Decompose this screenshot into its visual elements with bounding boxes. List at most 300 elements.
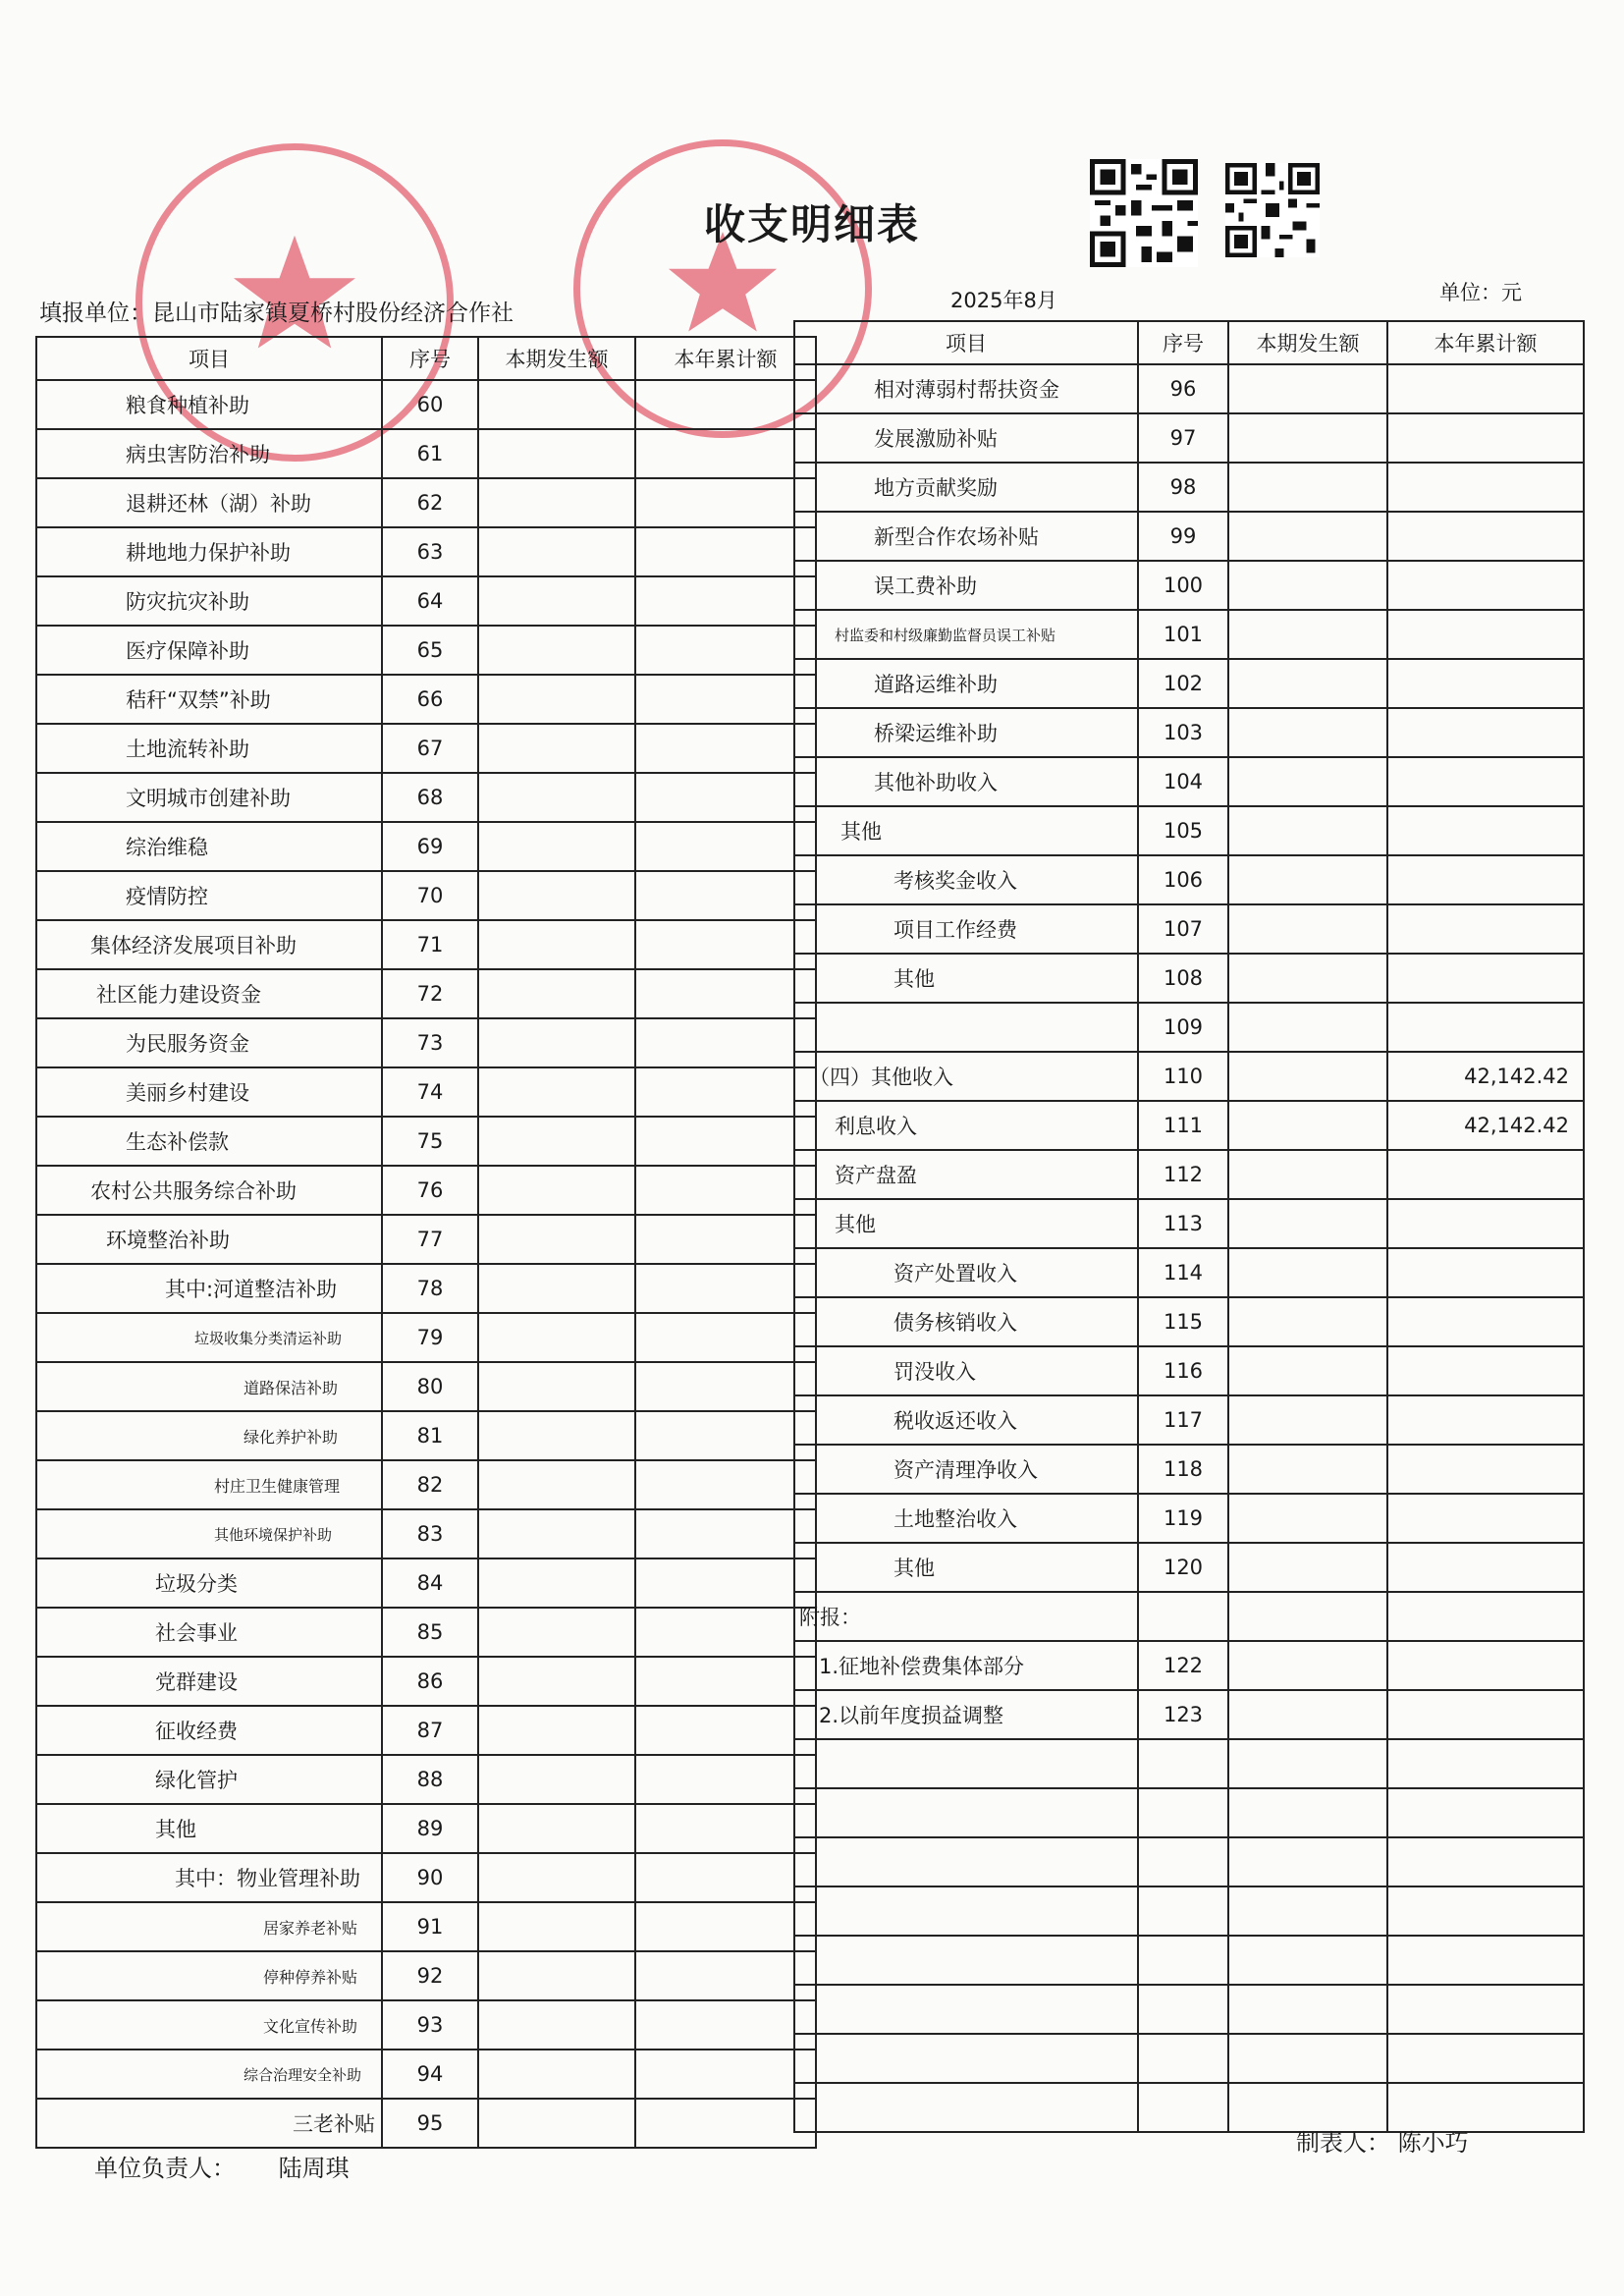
- right-table-row: [794, 1788, 1584, 1837]
- row-label: 垃圾收集分类清运补助: [36, 1313, 382, 1362]
- left-table-row: [36, 380, 816, 429]
- row-number: 106: [1138, 855, 1228, 904]
- right-table-row: [794, 2034, 1584, 2083]
- row-ytd-amount: [1387, 463, 1584, 512]
- row-label: 附报：: [794, 1592, 1138, 1641]
- left-table-row: [36, 1853, 816, 1902]
- row-label: [794, 1003, 1138, 1052]
- row-current-amount: [1228, 806, 1387, 855]
- row-number: 118: [1138, 1445, 1228, 1494]
- row-number: 119: [1138, 1494, 1228, 1543]
- row-current-amount: [1228, 1886, 1387, 1936]
- left-table-row: [36, 1018, 816, 1067]
- row-number: 107: [1138, 904, 1228, 954]
- left-table-row: [36, 1706, 816, 1755]
- row-label: 其他: [794, 806, 1138, 855]
- row-current-amount: [1228, 855, 1387, 904]
- row-label: 疫情防控: [36, 871, 382, 920]
- row-label: 社区能力建设资金: [36, 969, 382, 1018]
- header-current: 本期发生额: [1228, 321, 1387, 364]
- row-number: 113: [1138, 1199, 1228, 1248]
- row-label: 道路保洁补助: [36, 1362, 382, 1411]
- row-number: 71: [382, 920, 478, 969]
- right-table-row: [794, 1690, 1584, 1739]
- row-ytd-amount: [635, 1166, 816, 1215]
- right-table-row: [794, 1985, 1584, 2034]
- row-number: 64: [382, 576, 478, 626]
- row-number: 100: [1138, 561, 1228, 610]
- left-table: [35, 336, 817, 2149]
- row-number: 97: [1138, 413, 1228, 463]
- row-current-amount: [478, 1558, 635, 1608]
- row-number: 62: [382, 478, 478, 527]
- row-label: 其他: [36, 1804, 382, 1853]
- row-number: 70: [382, 871, 478, 920]
- left-table-row: [36, 1755, 816, 1804]
- row-ytd-amount: [1387, 413, 1584, 463]
- row-ytd-amount: [1387, 954, 1584, 1003]
- row-label: 文化宣传补助: [36, 2000, 382, 2050]
- row-label: 生态补偿款: [36, 1117, 382, 1166]
- row-ytd-amount: [635, 1608, 816, 1657]
- row-ytd-amount: [1387, 561, 1584, 610]
- left-table-row: [36, 1264, 816, 1313]
- row-current-amount: [478, 1804, 635, 1853]
- row-label: 绿化管护: [36, 1755, 382, 1804]
- row-ytd-amount: [1387, 1346, 1584, 1395]
- row-number: 76: [382, 1166, 478, 1215]
- row-current-amount: [1228, 1543, 1387, 1592]
- row-label: 资产处置收入: [794, 1248, 1138, 1297]
- row-label: 发展激励补贴: [794, 413, 1138, 463]
- row-number: 117: [1138, 1395, 1228, 1445]
- left-table-row: [36, 1166, 816, 1215]
- row-ytd-amount: [635, 1902, 816, 1951]
- row-number: [1138, 1837, 1228, 1886]
- row-label: （四）其他收入: [794, 1052, 1138, 1101]
- row-current-amount: [478, 675, 635, 724]
- row-ytd-amount: 42,142.42: [1387, 1101, 1584, 1150]
- left-header-row: [36, 337, 816, 380]
- row-number: 78: [382, 1264, 478, 1313]
- row-number: [1138, 2083, 1228, 2132]
- row-current-amount: [478, 1853, 635, 1902]
- row-ytd-amount: [635, 380, 816, 429]
- row-number: 66: [382, 675, 478, 724]
- row-current-amount: [1228, 1445, 1387, 1494]
- left-table-row: [36, 1411, 816, 1460]
- row-number: 104: [1138, 757, 1228, 806]
- header-no: 序号: [382, 337, 478, 380]
- left-table-row: [36, 724, 816, 773]
- right-table-row: [794, 1886, 1584, 1936]
- row-number: 91: [382, 1902, 478, 1951]
- row-label: 集体经济发展项目补助: [36, 920, 382, 969]
- row-label: 债务核销收入: [794, 1297, 1138, 1346]
- row-current-amount: [478, 1460, 635, 1509]
- row-ytd-amount: [635, 1411, 816, 1460]
- right-table-row: [794, 1248, 1584, 1297]
- row-number: 72: [382, 969, 478, 1018]
- right-table-row: [794, 757, 1584, 806]
- footer-right: [1296, 2123, 1469, 2158]
- row-label: 其他: [794, 1199, 1138, 1248]
- left-table-row: [36, 773, 816, 822]
- responsible-name: 陆周琪: [278, 2155, 350, 2182]
- responsible-label: 单位负责人：: [94, 2155, 236, 2182]
- row-label: 1.征地补偿费集体部分: [794, 1641, 1138, 1690]
- row-label: 居家养老补贴: [36, 1902, 382, 1951]
- right-table-row: [794, 1150, 1584, 1199]
- row-ytd-amount: [1387, 708, 1584, 757]
- row-current-amount: [1228, 1641, 1387, 1690]
- row-current-amount: [478, 1902, 635, 1951]
- row-ytd-amount: [635, 1657, 816, 1706]
- row-label: [794, 1837, 1138, 1886]
- row-label: 新型合作农场补贴: [794, 512, 1138, 561]
- row-ytd-amount: [635, 1067, 816, 1117]
- row-ytd-amount: [635, 527, 816, 576]
- row-label: 相对薄弱村帮扶资金: [794, 364, 1138, 413]
- row-label: 党群建设: [36, 1657, 382, 1706]
- row-number: 101: [1138, 610, 1228, 659]
- right-table-row: [794, 413, 1584, 463]
- row-number: 81: [382, 1411, 478, 1460]
- left-table-row: [36, 478, 816, 527]
- row-number: 120: [1138, 1543, 1228, 1592]
- left-table-row: [36, 1509, 816, 1558]
- left-table-row: [36, 1362, 816, 1411]
- header-item: 项目: [794, 321, 1138, 364]
- row-label: 其他补助收入: [794, 757, 1138, 806]
- row-ytd-amount: [635, 2050, 816, 2099]
- row-current-amount: [1228, 1395, 1387, 1445]
- right-table-row: [794, 1346, 1584, 1395]
- right-table-row: [794, 1052, 1584, 1101]
- row-number: [1138, 2034, 1228, 2083]
- row-ytd-amount: [635, 871, 816, 920]
- right-table-row: [794, 1003, 1584, 1052]
- left-table-row: [36, 871, 816, 920]
- row-ytd-amount: [635, 1558, 816, 1608]
- row-current-amount: [1228, 2034, 1387, 2083]
- row-number: 109: [1138, 1003, 1228, 1052]
- row-ytd-amount: [635, 1264, 816, 1313]
- row-current-amount: [1228, 1003, 1387, 1052]
- row-number: 102: [1138, 659, 1228, 708]
- row-ytd-amount: [635, 920, 816, 969]
- row-number: 84: [382, 1558, 478, 1608]
- row-label: 医疗保障补助: [36, 626, 382, 675]
- row-current-amount: [478, 871, 635, 920]
- row-ytd-amount: [1387, 1494, 1584, 1543]
- right-table-row: [794, 1739, 1584, 1788]
- row-label: 退耕还林（湖）补助: [36, 478, 382, 527]
- row-number: 92: [382, 1951, 478, 2000]
- row-number: 94: [382, 2050, 478, 2099]
- row-ytd-amount: [635, 1706, 816, 1755]
- row-current-amount: [478, 2099, 635, 2148]
- row-current-amount: [1228, 1052, 1387, 1101]
- row-ytd-amount: [635, 626, 816, 675]
- left-table-row: [36, 576, 816, 626]
- row-current-amount: [478, 1264, 635, 1313]
- right-table-row: [794, 1936, 1584, 1985]
- row-ytd-amount: [635, 1313, 816, 1362]
- row-ytd-amount: [1387, 806, 1584, 855]
- row-number: 60: [382, 380, 478, 429]
- row-label: 项目工作经费: [794, 904, 1138, 954]
- left-table-row: [36, 527, 816, 576]
- right-table-row: [794, 659, 1584, 708]
- right-table-row: [794, 1445, 1584, 1494]
- row-number: 85: [382, 1608, 478, 1657]
- row-number: 73: [382, 1018, 478, 1067]
- row-number: 87: [382, 1706, 478, 1755]
- row-ytd-amount: [1387, 1936, 1584, 1985]
- header-item: 项目: [36, 337, 382, 380]
- right-table-row: [794, 1641, 1584, 1690]
- row-ytd-amount: [635, 1755, 816, 1804]
- row-label: 征收经费: [36, 1706, 382, 1755]
- row-current-amount: [1228, 413, 1387, 463]
- row-number: 74: [382, 1067, 478, 1117]
- row-label: 其中：物业管理补助: [36, 1853, 382, 1902]
- right-table-row: [794, 806, 1584, 855]
- row-label: [794, 1739, 1138, 1788]
- row-label: 综合治理安全补助: [36, 2050, 382, 2099]
- row-ytd-amount: [635, 1951, 816, 2000]
- row-ytd-amount: [1387, 1395, 1584, 1445]
- row-label: [794, 1886, 1138, 1936]
- left-table-row: [36, 1067, 816, 1117]
- row-ytd-amount: 42,142.42: [1387, 1052, 1584, 1101]
- row-ytd-amount: [1387, 904, 1584, 954]
- row-ytd-amount: [1387, 1837, 1584, 1886]
- left-table-row: [36, 1117, 816, 1166]
- row-ytd-amount: [635, 1117, 816, 1166]
- row-label: [794, 1788, 1138, 1837]
- left-table-row: [36, 1657, 816, 1706]
- right-table-row: [794, 561, 1584, 610]
- row-number: 80: [382, 1362, 478, 1411]
- row-label: 罚没收入: [794, 1346, 1138, 1395]
- row-current-amount: [478, 1215, 635, 1264]
- right-table-row: [794, 1837, 1584, 1886]
- row-current-amount: [478, 773, 635, 822]
- row-current-amount: [1228, 954, 1387, 1003]
- right-table-row: [794, 463, 1584, 512]
- row-current-amount: [1228, 1837, 1387, 1886]
- row-ytd-amount: [635, 1509, 816, 1558]
- row-ytd-amount: [1387, 1003, 1584, 1052]
- row-ytd-amount: [635, 969, 816, 1018]
- row-current-amount: [1228, 1199, 1387, 1248]
- row-ytd-amount: [1387, 659, 1584, 708]
- row-current-amount: [478, 1608, 635, 1657]
- row-label: [794, 1985, 1138, 2034]
- left-table-row: [36, 2099, 816, 2148]
- row-current-amount: [478, 380, 635, 429]
- row-current-amount: [1228, 463, 1387, 512]
- row-current-amount: [1228, 1346, 1387, 1395]
- right-header-row: [794, 321, 1584, 364]
- row-current-amount: [478, 1657, 635, 1706]
- row-ytd-amount: [1387, 2034, 1584, 2083]
- right-table-row: [794, 1395, 1584, 1445]
- row-current-amount: [478, 1067, 635, 1117]
- row-ytd-amount: [635, 1018, 816, 1067]
- row-number: 83: [382, 1509, 478, 1558]
- row-ytd-amount: [1387, 1886, 1584, 1936]
- report-date: 2025年8月: [950, 289, 1057, 312]
- row-number: 98: [1138, 463, 1228, 512]
- row-current-amount: [1228, 364, 1387, 413]
- row-label: 资产清理净收入: [794, 1445, 1138, 1494]
- row-label: 资产盘盈: [794, 1150, 1138, 1199]
- row-ytd-amount: [635, 1804, 816, 1853]
- row-ytd-amount: [635, 1460, 816, 1509]
- row-ytd-amount: [635, 1215, 816, 1264]
- row-label: 利息收入: [794, 1101, 1138, 1150]
- row-current-amount: [478, 822, 635, 871]
- row-ytd-amount: [1387, 1199, 1584, 1248]
- row-ytd-amount: [635, 724, 816, 773]
- preparer-label: 制表人：: [1296, 2129, 1390, 2157]
- row-number: [1138, 1985, 1228, 2034]
- row-current-amount: [478, 1755, 635, 1804]
- row-number: 122: [1138, 1641, 1228, 1690]
- row-label: 粮食种植补助: [36, 380, 382, 429]
- row-ytd-amount: [1387, 512, 1584, 561]
- row-current-amount: [478, 2050, 635, 2099]
- row-number: 67: [382, 724, 478, 773]
- row-number: 95: [382, 2099, 478, 2148]
- row-label: 绿化养护补助: [36, 1411, 382, 1460]
- row-label: 土地整治收入: [794, 1494, 1138, 1543]
- left-table-row: [36, 2000, 816, 2050]
- row-label: 停种停养补贴: [36, 1951, 382, 2000]
- row-number: 79: [382, 1313, 478, 1362]
- row-current-amount: [1228, 904, 1387, 954]
- left-table-row: [36, 920, 816, 969]
- row-current-amount: [478, 1117, 635, 1166]
- row-number: 115: [1138, 1297, 1228, 1346]
- preparer-name: 陈小巧: [1397, 2129, 1469, 2157]
- row-ytd-amount: [1387, 1445, 1584, 1494]
- row-number: 86: [382, 1657, 478, 1706]
- row-number: 123: [1138, 1690, 1228, 1739]
- row-label: 其他: [794, 954, 1138, 1003]
- row-ytd-amount: [1387, 855, 1584, 904]
- row-ytd-amount: [1387, 1985, 1584, 2034]
- row-ytd-amount: [1387, 757, 1584, 806]
- row-number: 68: [382, 773, 478, 822]
- row-number: [1138, 1739, 1228, 1788]
- left-table-row: [36, 429, 816, 478]
- row-current-amount: [478, 527, 635, 576]
- row-current-amount: [1228, 1248, 1387, 1297]
- row-label: 综治维稳: [36, 822, 382, 871]
- row-number: 65: [382, 626, 478, 675]
- row-number: [1138, 1592, 1228, 1641]
- row-current-amount: [1228, 512, 1387, 561]
- left-table-row: [36, 1804, 816, 1853]
- left-table-row: [36, 1902, 816, 1951]
- row-number: 90: [382, 1853, 478, 1902]
- row-current-amount: [1228, 610, 1387, 659]
- row-current-amount: [1228, 1101, 1387, 1150]
- row-current-amount: [478, 2000, 635, 2050]
- right-table-row: [794, 904, 1584, 954]
- row-current-amount: [1228, 561, 1387, 610]
- row-label: 垃圾分类: [36, 1558, 382, 1608]
- row-current-amount: [478, 969, 635, 1018]
- row-current-amount: [1228, 757, 1387, 806]
- row-ytd-amount: [1387, 610, 1584, 659]
- row-label: 村庄卫生健康管理: [36, 1460, 382, 1509]
- row-number: 88: [382, 1755, 478, 1804]
- header-no: 序号: [1138, 321, 1228, 364]
- row-label: 农村公共服务综合补助: [36, 1166, 382, 1215]
- row-number: [1138, 1788, 1228, 1837]
- row-label: 土地流转补助: [36, 724, 382, 773]
- row-current-amount: [478, 1018, 635, 1067]
- right-table-row: [794, 364, 1584, 413]
- right-table-row: [794, 1101, 1584, 1150]
- row-label: 地方贡献奖励: [794, 463, 1138, 512]
- row-ytd-amount: [635, 576, 816, 626]
- row-current-amount: [478, 1509, 635, 1558]
- page-title: 收支明细表: [703, 200, 920, 248]
- row-current-amount: [1228, 1150, 1387, 1199]
- left-table-row: [36, 1215, 816, 1264]
- right-table-row: [794, 954, 1584, 1003]
- row-label: 美丽乡村建设: [36, 1067, 382, 1117]
- row-label: 环境整治补助: [36, 1215, 382, 1264]
- row-number: 82: [382, 1460, 478, 1509]
- row-current-amount: [478, 1166, 635, 1215]
- row-label: 其他: [794, 1543, 1138, 1592]
- row-ytd-amount: [1387, 1543, 1584, 1592]
- row-label: 耕地地力保护补助: [36, 527, 382, 576]
- right-table-row: [794, 1297, 1584, 1346]
- row-number: 69: [382, 822, 478, 871]
- row-current-amount: [1228, 708, 1387, 757]
- row-number: 75: [382, 1117, 478, 1166]
- row-number: 63: [382, 527, 478, 576]
- row-current-amount: [1228, 1985, 1387, 2034]
- row-current-amount: [1228, 1690, 1387, 1739]
- row-ytd-amount: [1387, 1641, 1584, 1690]
- row-number: [1138, 1936, 1228, 1985]
- left-table-row: [36, 1951, 816, 2000]
- row-ytd-amount: [1387, 364, 1584, 413]
- left-table-row: [36, 2050, 816, 2099]
- left-table-row: [36, 675, 816, 724]
- header-ytd: 本年累计额: [1387, 321, 1584, 364]
- row-current-amount: [1228, 1788, 1387, 1837]
- right-table-row: [794, 512, 1584, 561]
- row-number: [1138, 1886, 1228, 1936]
- right-table-row: [794, 1494, 1584, 1543]
- left-table-row: [36, 626, 816, 675]
- row-number: 89: [382, 1804, 478, 1853]
- row-ytd-amount: [635, 1853, 816, 1902]
- row-ytd-amount: [635, 675, 816, 724]
- row-label: 税收返还收入: [794, 1395, 1138, 1445]
- row-current-amount: [1228, 1739, 1387, 1788]
